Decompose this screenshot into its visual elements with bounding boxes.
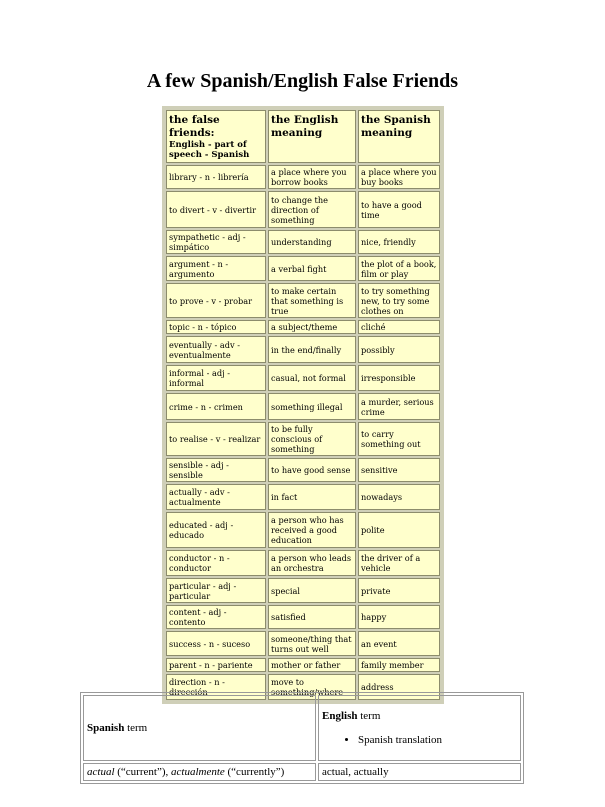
- table-row: [166, 283, 440, 318]
- english-meaning-cell: move to something/where: [268, 674, 356, 700]
- false-friends-grid: [164, 108, 442, 702]
- table-row: [166, 484, 440, 510]
- term-cell: content - adj - contento: [166, 605, 266, 629]
- spanish-meaning-cell: to have a good time: [358, 191, 440, 228]
- table-row: [166, 578, 440, 603]
- english-meaning-cell: a verbal fight: [268, 256, 356, 281]
- term-cell: argument - n - argumento: [166, 256, 266, 281]
- spanish-meaning-cell: nice, friendly: [358, 230, 440, 254]
- term-cell: to realise - v - realizar: [166, 422, 266, 456]
- table-row: [166, 605, 440, 629]
- table-row: [166, 191, 440, 228]
- table-row: [166, 256, 440, 281]
- english-meaning-cell: someone/thing that turns out well: [268, 631, 356, 656]
- translation-bullet-list: [322, 734, 517, 746]
- english-term-header: [318, 695, 521, 761]
- spanish-term-suffix: term: [124, 722, 148, 734]
- english-meaning-cell: in the end/finally: [268, 336, 356, 363]
- english-term-suffix: term: [357, 710, 381, 722]
- spanish-meaning-cell: cliché: [358, 320, 440, 334]
- spanish-meaning-cell: nowadays: [358, 484, 440, 510]
- spanish-term-cell: [83, 763, 316, 781]
- term-cell: eventually - adv - eventualmente: [166, 336, 266, 363]
- page-title: A few Spanish/English False Friends: [146, 70, 459, 92]
- english-meaning-cell: mother or father: [268, 658, 356, 672]
- table-row: [166, 230, 440, 254]
- header-false-friends-sub: English - part of speech - Spanish: [169, 140, 250, 160]
- term-cell: conductor - n - conductor: [166, 550, 266, 576]
- header-false-friends: [166, 110, 266, 163]
- spanish-meaning-cell: private: [358, 578, 440, 603]
- english-meaning-cell: a person who leads an orchestra: [268, 550, 356, 576]
- translation-bullet: • Spanish translation: [358, 734, 517, 746]
- spanish-meaning-cell: to carry something out: [358, 422, 440, 456]
- spanish-meaning-cell: possibly: [358, 336, 440, 363]
- table-row: [166, 336, 440, 363]
- term-italic-2: actualmente: [171, 766, 225, 778]
- spanish-meaning-cell: an event: [358, 631, 440, 656]
- term-cell: crime - n - crimen: [166, 393, 266, 420]
- spanish-meaning-cell: the driver of a vehicle: [358, 550, 440, 576]
- term-cell: topic - n - tópico: [166, 320, 266, 334]
- term-cell: informal - adj - informal: [166, 365, 266, 391]
- english-label: English: [322, 710, 358, 722]
- english-term-cell: actual, actually: [318, 763, 521, 781]
- term-cell: to divert - v - divertir: [166, 191, 266, 228]
- spanish-meaning-cell: polite: [358, 512, 440, 548]
- spanish-meaning-cell: irresponsible: [358, 365, 440, 391]
- spanish-meaning-cell: the plot of a book, film or play: [358, 256, 440, 281]
- table-row: [166, 165, 440, 189]
- header-spanish-meaning: the Spanish meaning: [358, 110, 440, 163]
- table-row: [166, 550, 440, 576]
- false-friends-table: [162, 106, 444, 704]
- header-false-friends-title: the false friends:: [169, 114, 220, 139]
- spanish-meaning-cell: a place where you buy books: [358, 165, 440, 189]
- term-cell: success - n - suceso: [166, 631, 266, 656]
- english-meaning-cell: something illegal: [268, 393, 356, 420]
- english-meaning-cell: to change the direction of something: [268, 191, 356, 228]
- spanish-english-term-table: [80, 692, 524, 784]
- english-meaning-cell: a person who has received a good education: [268, 512, 356, 548]
- spanish-meaning-cell: a murder, serious crime: [358, 393, 440, 420]
- english-meaning-cell: to make certain that something is true: [268, 283, 356, 318]
- english-meaning-cell: a place where you borrow books: [268, 165, 356, 189]
- spanish-meaning-cell: to try something new, to try some clothes on: [358, 283, 440, 318]
- english-meaning-cell: to be fully conscious of something: [268, 422, 356, 456]
- term-table-row: [83, 763, 521, 781]
- term-cell: parent - n - pariente: [166, 658, 266, 672]
- english-meaning-cell: to have good sense: [268, 458, 356, 482]
- term-text-2: (“currently”): [224, 766, 285, 778]
- term-cell: sympathetic - adj - simpático: [166, 230, 266, 254]
- table-header-row: [166, 110, 440, 163]
- spanish-term-header: [83, 695, 316, 761]
- spanish-label: Spanish: [87, 722, 125, 734]
- table-row: [166, 458, 440, 482]
- spanish-meaning-cell: address: [358, 674, 440, 700]
- table-row: [166, 512, 440, 548]
- header-english-meaning: the English meaning: [268, 110, 356, 163]
- term-cell: library - n - librería: [166, 165, 266, 189]
- english-meaning-cell: a subject/theme: [268, 320, 356, 334]
- spanish-meaning-cell: sensitive: [358, 458, 440, 482]
- term-cell: to prove - v - probar: [166, 283, 266, 318]
- table-row: [166, 365, 440, 391]
- term-cell: particular - adj - particular: [166, 578, 266, 603]
- spanish-meaning-cell: family member: [358, 658, 440, 672]
- term-text-1: (“current”),: [114, 766, 171, 778]
- term-italic-1: actual: [87, 766, 115, 778]
- table-row: [166, 631, 440, 656]
- english-meaning-cell: casual, not formal: [268, 365, 356, 391]
- english-meaning-cell: special: [268, 578, 356, 603]
- table-row: [166, 422, 440, 456]
- english-meaning-cell: satisfied: [268, 605, 356, 629]
- english-meaning-cell: in fact: [268, 484, 356, 510]
- term-cell: sensible - adj - sensible: [166, 458, 266, 482]
- english-meaning-cell: understanding: [268, 230, 356, 254]
- term-cell: direction - n - dirección: [166, 674, 266, 700]
- term-table-header-row: [83, 695, 521, 761]
- table-row: [166, 320, 440, 334]
- table-row: [166, 393, 440, 420]
- term-cell: educated - adj - educado: [166, 512, 266, 548]
- table-row: [166, 658, 440, 672]
- term-cell: actually - adv - actualmente: [166, 484, 266, 510]
- spanish-meaning-cell: happy: [358, 605, 440, 629]
